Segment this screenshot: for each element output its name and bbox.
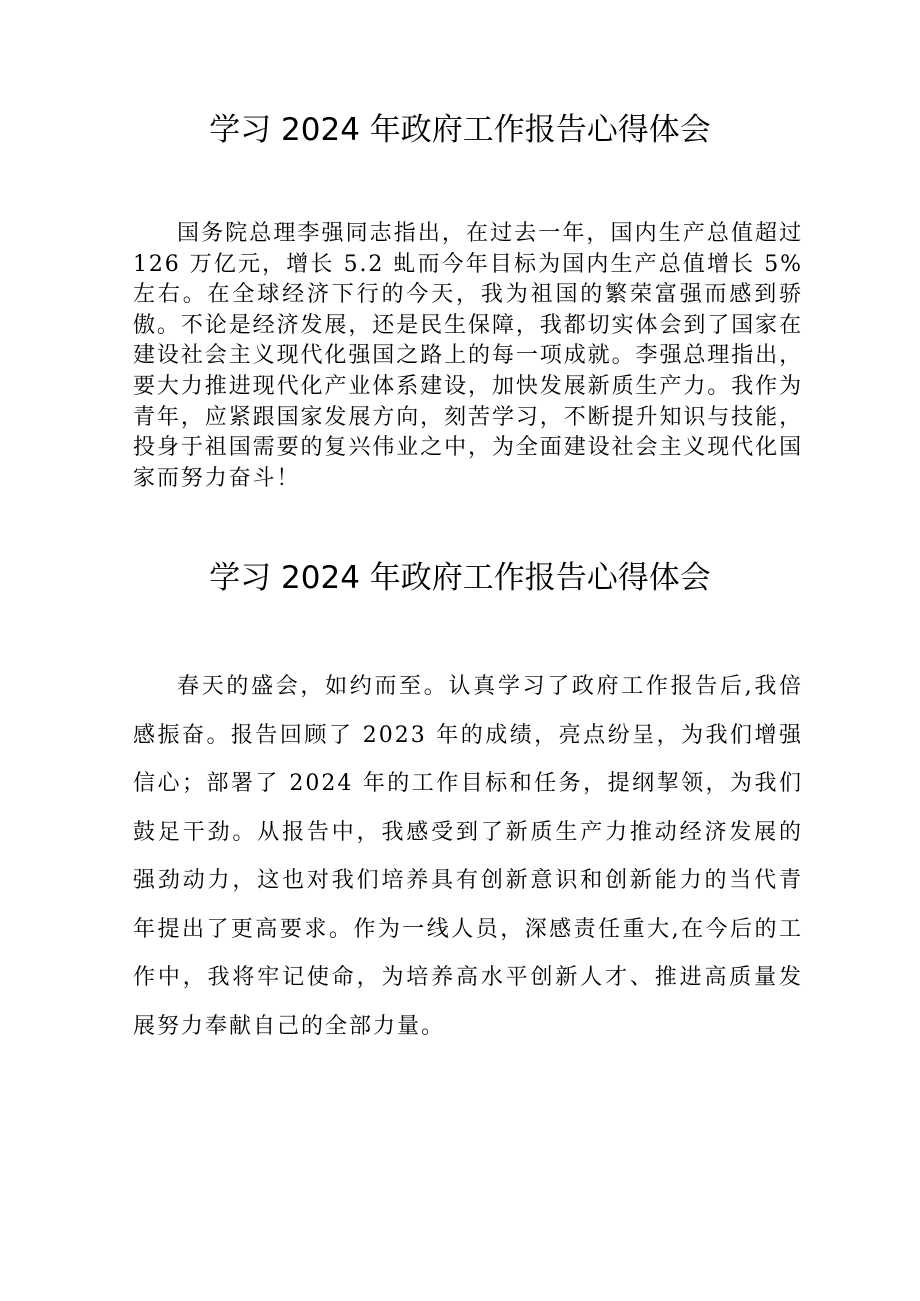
- section-1-title: 学习 2024 年政府工作报告心得体会: [209, 112, 711, 148]
- section-2-paragraph: 春天的盛会，如约而至。认真学习了政府工作报告后,我倍感振奋。报告回顾了 2023 年的成绩，亮点纷呈，为我们增强信心；部署了 2024 年的工作目标和任务，提纲挈领，为我们鼓足干劲。从报告中，我感受到了新质生产力推动经济发展的强劲动力，这也对我们培养具有创新意识和创新能力的当代青年提出了更高要求。作为一线人员，深感责任重大,在今后的工作中，我将牢记使命，为培养高水平创新人才、推进高质量发展努力奉献自己的全部力量。: [133, 674, 803, 1039]
- section-2-title: 学习 2024 年政府工作报告心得体会: [209, 560, 711, 596]
- section-1-paragraph: 国务院总理李强同志指出，在过去一年，国内生产总值超过126 万亿元，增长 5.2 虬而今年目标为国内生产总值增长 5%左右。在全球经济下行的今天，我为祖国的繁荣富强而感到骄傲。不论是经济发展，还是民生保障，我都切实体会到了国家在建设社会主义现代化强国之路上的每一项成就。李强总理指出，要大力推进现代化产业体系建设，加快发展新质生产力。我作为青年，应紧跟国家发展方向，刻苦学习，不断提升知识与技能，投身于祖国需要的复兴伟业之中，为全面建设社会主义现代化国家而努力奋斗！: [133, 221, 803, 491]
